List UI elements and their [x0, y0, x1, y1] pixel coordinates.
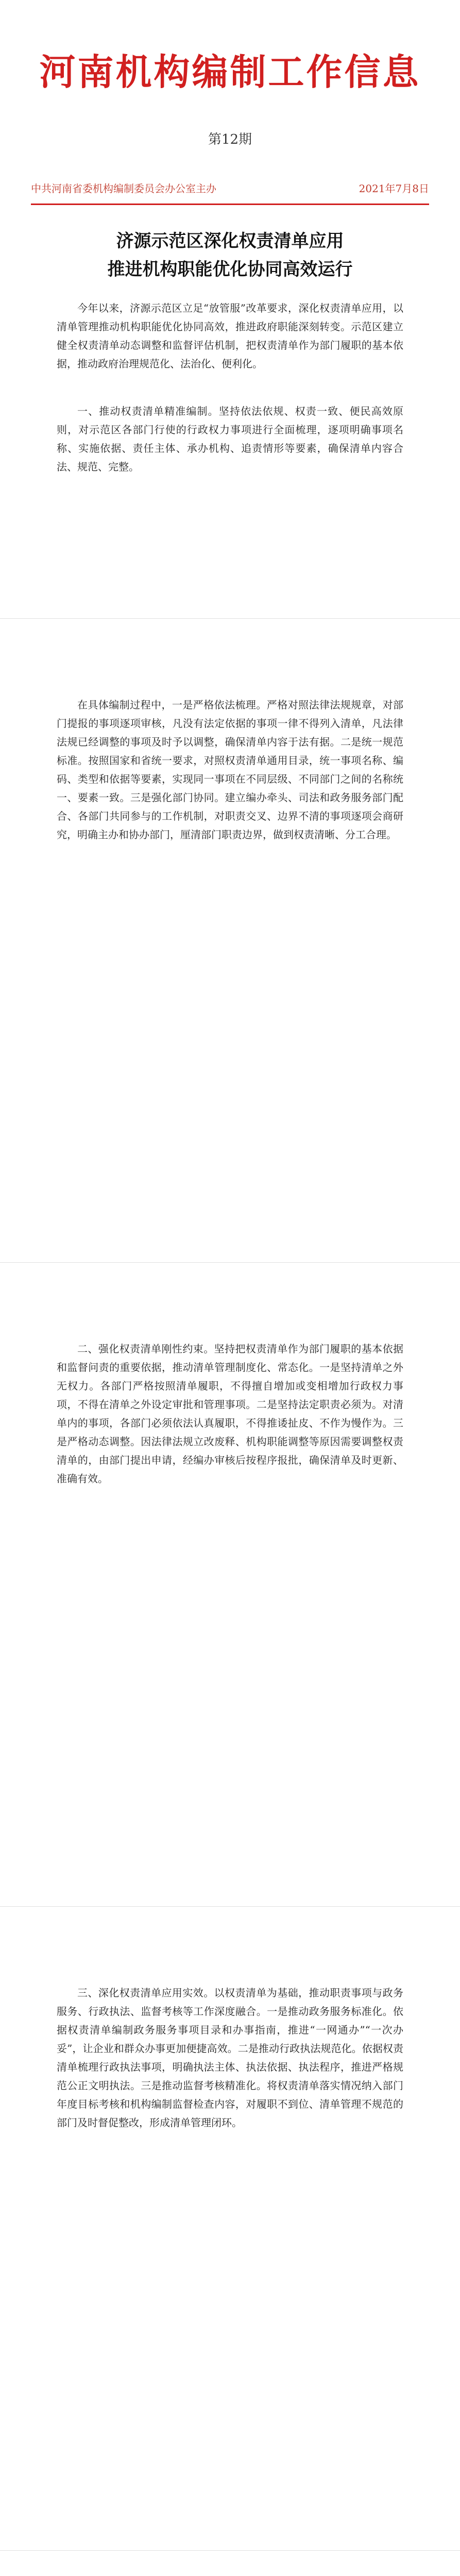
page-separator [0, 2550, 460, 2551]
page-separator [0, 1262, 460, 1263]
publish-date: 2021年7月8日 [359, 182, 429, 195]
paragraph-section-2: 二、强化权责清单刚性约束。坚持把权责清单作为部门履职的基本依据和监督问责的重要依据，推动清单管理制度化、常态化。一是坚持清单之外无权力。各部门严格按照清单履职，不得擅自增加或变相增加行政权力事项，不得在清单之外设定审批和管理事项。二是坚持法定职责必须为。对清单内的事项，各部门必须依法认真履职，不得推诿扯皮、不作为慢作为。三是严格动态调整。因法律法规立改废释、机构职能调整等原因需要调整权责清单的，由部门提出申请，经编办审核后按程序报批，确保清单及时更新、准确有效。 [57, 1343, 403, 1485]
page-separator [0, 1906, 460, 1907]
publisher: 中共河南省委机构编制委员会办公室主办 [31, 182, 216, 195]
paragraph-intro: 今年以来，济源示范区立足“放管服”改革要求，深化权责清单应用，以清单管理推动机构职能优化协同高效，推进政府职能深刻转变。示范区建立健全权责清单动态调整和监督评估机制，把权责清单作为部门履职的基本依据，推动政府治理规范化、法治化、便利化。 [57, 302, 403, 370]
article-title-line-1: 济源示范区深化权责清单应用 [116, 231, 344, 251]
paragraph-section-1: 一、推动权责清单精准编制。坚持依法依规、权责一致、便民高效原则，对示范区各部门行使的行政权力事项进行全面梳理，逐项明确事项名称、实施依据、责任主体、承办机构、追责情形等要素，确保清单内容合法、规范、完整。 [57, 405, 403, 473]
article-title-line-2: 推进机构职能优化协同高效运行 [107, 259, 353, 280]
issue-number: 第12期 [208, 132, 252, 147]
paragraph-section-3: 三、深化权责清单应用实效。以权责清单为基础，推动职责事项与政务服务、行政执法、监督考核等工作深度融合。一是推动政务服务标准化。依据权责清单编制政务服务事项目录和办事指南，推进“一网通办”“一次办妥”，让企业和群众办事更加便捷高效。二是推动行政执法规范化。依据权责清单梳理行政执法事项，明确执法主体、执法依据、执法程序，推进严格规范公正文明执法。三是推动监督考核精准化。将权责清单落实情况纳入部门年度目标考核和机构编制监督检查内容，对履职不到位、清单管理不规范的部门及时督促整改，形成清单管理闭环。 [57, 1987, 403, 2129]
header-divider [31, 204, 429, 205]
masthead-title: 河南机构编制工作信息 [39, 50, 421, 93]
paragraph-section-1-detail: 在具体编制过程中，一是严格依法梳理。严格对照法律法规规章，对部门提报的事项逐项审核，凡没有法定依据的事项一律不得列入清单，凡法律法规已经调整的事项及时予以调整，确保清单内容于法有据。二是统一规范标准。按照国家和省统一要求，对照权责清单通用目录，统一事项名称、编码、类型和依据等要素，实现同一事项在不同层级、不同部门之间的名称统一、要素一致。三是强化部门协同。建立编办牵头、司法和政务服务部门配合、各部门共同参与的工作机制，对职责交叉、边界不清的事项逐项会商研究，明确主办和协办部门，厘清部门职责边界，做到权责清晰、分工合理。 [57, 699, 403, 841]
page-separator [0, 618, 460, 619]
